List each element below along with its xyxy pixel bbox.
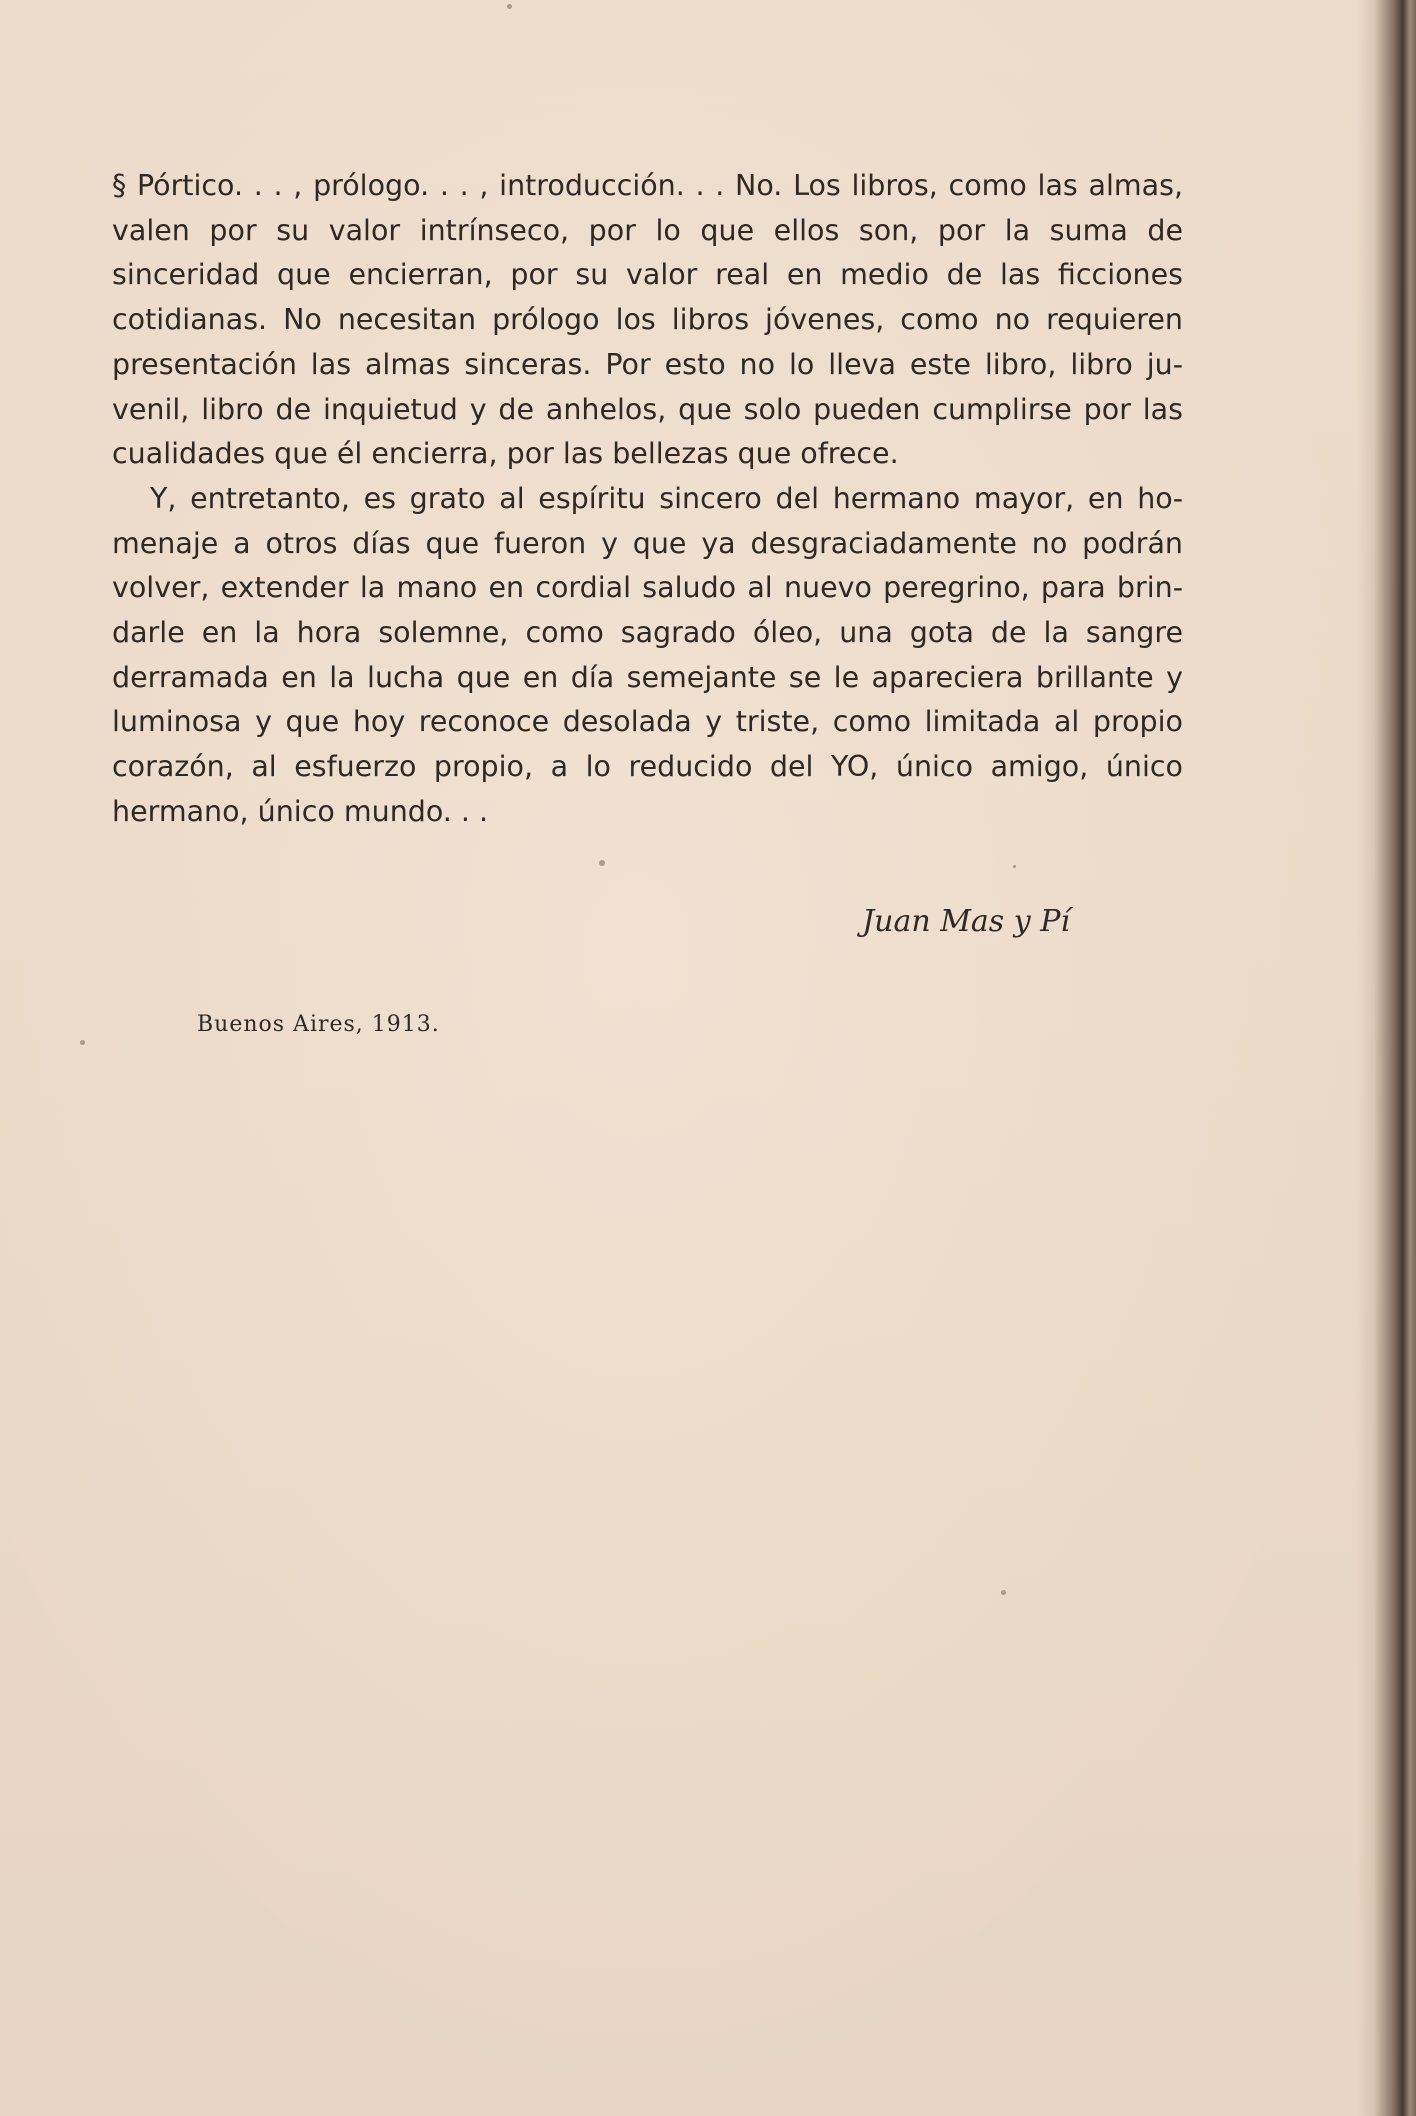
paper-speck xyxy=(599,860,605,866)
paragraph-2: Y, entretanto, es grato al espíritu sincero del hermano mayor, en homenaje a otros días que fueron y que ya desgraciadamente no podrán volver, extender la mano en cordial saludo al nuevo peregrino, para brindarle en la hora solemne, como sagrado óleo, una gota de la sangre derramada en la lucha que en día semejante se le apareciera brillante y luminosa y que hoy reconoce desolada y triste, como limitada al propio corazón, al esfuerzo propio, a lo reducido del YO, único amigo, único hermano, único mundo. . . xyxy=(112,481,1183,828)
paper-speck xyxy=(1001,1590,1006,1595)
binding-edge-shadow xyxy=(1356,0,1416,2116)
paper-speck xyxy=(507,4,512,9)
paper-speck xyxy=(1013,865,1016,868)
place-date: Buenos Aires, 1913. xyxy=(197,1012,440,1037)
author-signature: Juan Mas y Pí xyxy=(862,904,1070,939)
paragraph-1: § Pórtico. . . , prólogo. . . , introducción. . . No. Los libros, como las almas, valen por su valor intrínseco, por lo que ellos son, por la suma de sinceridad que encierran, por su valor real en medio de las ficciones cotidianas. No necesitan prólogo los libros jóvenes, como no requieren presentación las almas sinceras. Por esto no lo lleva este libro, libro juvenil, libro de inquietud y de anhelos, que solo pueden cumplirse por las cualidades que él encierra, por las bellezas que ofrece. xyxy=(112,169,1183,471)
preface-text xyxy=(112,164,1183,835)
paper-speck xyxy=(80,1040,85,1045)
